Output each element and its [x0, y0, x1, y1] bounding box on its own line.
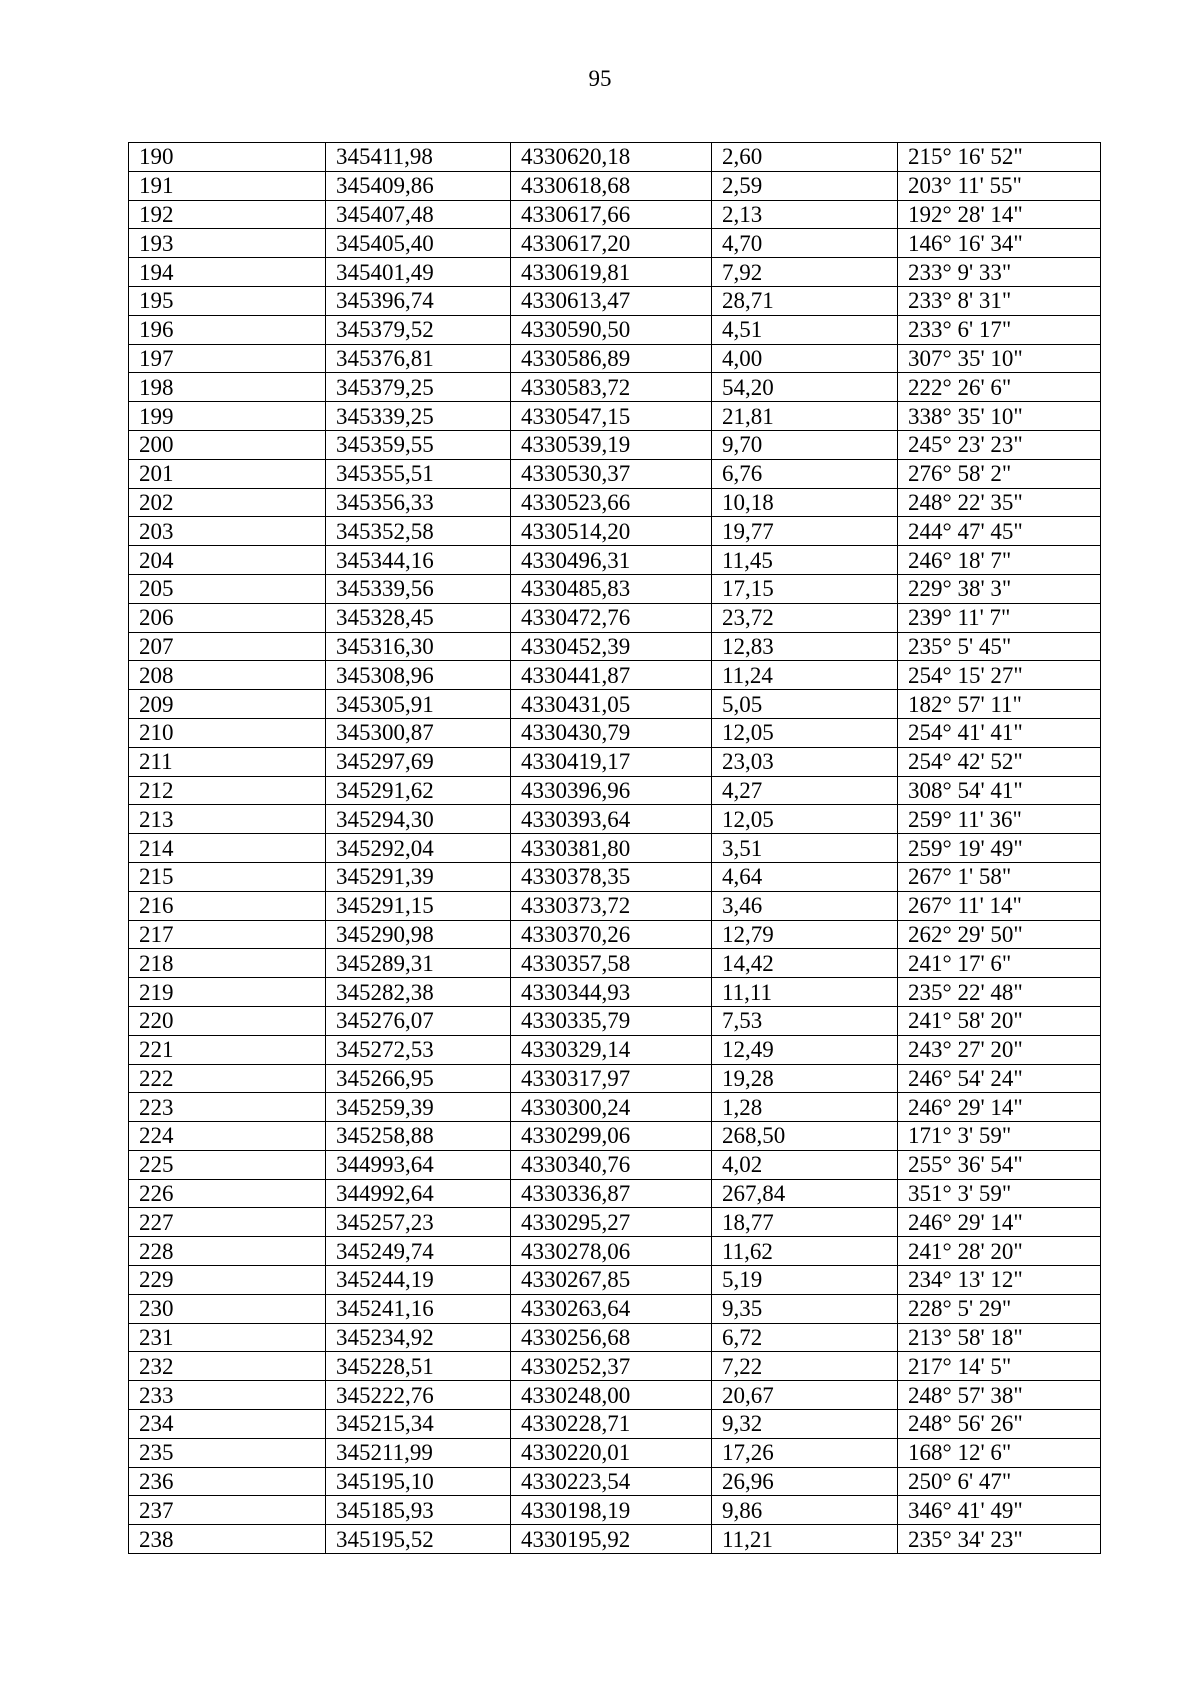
point-number-cell: 191: [129, 171, 326, 200]
distance-cell: 5,05: [712, 690, 898, 719]
y-coordinate-cell: 4330419,17: [511, 747, 712, 776]
bearing-cell: 250° 6' 47": [898, 1467, 1101, 1496]
y-coordinate-cell: 4330198,19: [511, 1496, 712, 1525]
point-number-cell: 206: [129, 603, 326, 632]
x-coordinate-cell: 345244,19: [326, 1266, 511, 1295]
distance-cell: 7,22: [712, 1352, 898, 1381]
point-number-cell: 196: [129, 315, 326, 344]
x-coordinate-cell: 345215,34: [326, 1410, 511, 1439]
point-number-cell: 211: [129, 747, 326, 776]
point-number-cell: 213: [129, 805, 326, 834]
x-coordinate-cell: 345257,23: [326, 1208, 511, 1237]
distance-cell: 12,79: [712, 920, 898, 949]
bearing-cell: 246° 18' 7": [898, 546, 1101, 575]
y-coordinate-cell: 4330340,76: [511, 1150, 712, 1179]
y-coordinate-cell: 4330590,50: [511, 315, 712, 344]
bearing-cell: 308° 54' 41": [898, 776, 1101, 805]
x-coordinate-cell: 345241,16: [326, 1294, 511, 1323]
coordinates-table-body: [129, 143, 1101, 1554]
x-coordinate-cell: 345289,31: [326, 949, 511, 978]
distance-cell: 9,35: [712, 1294, 898, 1323]
distance-cell: 9,32: [712, 1410, 898, 1439]
distance-cell: 14,42: [712, 949, 898, 978]
point-number-cell: 237: [129, 1496, 326, 1525]
bearing-cell: 171° 3' 59": [898, 1122, 1101, 1151]
x-coordinate-cell: 345405,40: [326, 229, 511, 258]
table-row: [129, 286, 1101, 315]
distance-cell: 3,46: [712, 891, 898, 920]
x-coordinate-cell: 345316,30: [326, 632, 511, 661]
y-coordinate-cell: 4330263,64: [511, 1294, 712, 1323]
distance-cell: 4,02: [712, 1150, 898, 1179]
y-coordinate-cell: 4330620,18: [511, 143, 712, 172]
table-row: [129, 1323, 1101, 1352]
bearing-cell: 239° 11' 7": [898, 603, 1101, 632]
x-coordinate-cell: 345291,39: [326, 862, 511, 891]
distance-cell: 28,71: [712, 286, 898, 315]
point-number-cell: 207: [129, 632, 326, 661]
table-row: [129, 949, 1101, 978]
bearing-cell: 203° 11' 55": [898, 171, 1101, 200]
table-row: [129, 430, 1101, 459]
bearing-cell: 259° 19' 49": [898, 834, 1101, 863]
point-number-cell: 217: [129, 920, 326, 949]
point-number-cell: 203: [129, 517, 326, 546]
point-number-cell: 220: [129, 1006, 326, 1035]
table-row: [129, 1410, 1101, 1439]
distance-cell: 2,60: [712, 143, 898, 172]
table-row: [129, 661, 1101, 690]
table-row: [129, 517, 1101, 546]
bearing-cell: 233° 6' 17": [898, 315, 1101, 344]
bearing-cell: 246° 54' 24": [898, 1064, 1101, 1093]
distance-cell: 5,19: [712, 1266, 898, 1295]
point-number-cell: 229: [129, 1266, 326, 1295]
y-coordinate-cell: 4330220,01: [511, 1438, 712, 1467]
x-coordinate-cell: 345401,49: [326, 258, 511, 287]
point-number-cell: 195: [129, 286, 326, 315]
x-coordinate-cell: 345185,93: [326, 1496, 511, 1525]
y-coordinate-cell: 4330613,47: [511, 286, 712, 315]
x-coordinate-cell: 345379,25: [326, 373, 511, 402]
bearing-cell: 235° 5' 45": [898, 632, 1101, 661]
bearing-cell: 244° 47' 45": [898, 517, 1101, 546]
table-row: [129, 143, 1101, 172]
point-number-cell: 228: [129, 1237, 326, 1266]
x-coordinate-cell: 345297,69: [326, 747, 511, 776]
bearing-cell: 235° 22' 48": [898, 978, 1101, 1007]
bearing-cell: 217° 14' 5": [898, 1352, 1101, 1381]
y-coordinate-cell: 4330431,05: [511, 690, 712, 719]
bearing-cell: 248° 56' 26": [898, 1410, 1101, 1439]
distance-cell: 17,26: [712, 1438, 898, 1467]
table-row: [129, 1352, 1101, 1381]
point-number-cell: 194: [129, 258, 326, 287]
table-row: [129, 891, 1101, 920]
y-coordinate-cell: 4330496,31: [511, 546, 712, 575]
table-row: [129, 171, 1101, 200]
x-coordinate-cell: 345266,95: [326, 1064, 511, 1093]
x-coordinate-cell: 345352,58: [326, 517, 511, 546]
table-row: [129, 1381, 1101, 1410]
y-coordinate-cell: 4330317,97: [511, 1064, 712, 1093]
table-row: [129, 1237, 1101, 1266]
x-coordinate-cell: 345290,98: [326, 920, 511, 949]
y-coordinate-cell: 4330295,27: [511, 1208, 712, 1237]
x-coordinate-cell: 345211,99: [326, 1438, 511, 1467]
table-row: [129, 315, 1101, 344]
bearing-cell: 241° 58' 20": [898, 1006, 1101, 1035]
y-coordinate-cell: 4330381,80: [511, 834, 712, 863]
distance-cell: 12,05: [712, 805, 898, 834]
distance-cell: 11,11: [712, 978, 898, 1007]
distance-cell: 18,77: [712, 1208, 898, 1237]
bearing-cell: 235° 34' 23": [898, 1525, 1101, 1554]
y-coordinate-cell: 4330300,24: [511, 1093, 712, 1122]
x-coordinate-cell: 344992,64: [326, 1179, 511, 1208]
table-row: [129, 200, 1101, 229]
y-coordinate-cell: 4330619,81: [511, 258, 712, 287]
bearing-cell: 259° 11' 36": [898, 805, 1101, 834]
point-number-cell: 201: [129, 459, 326, 488]
table-row: [129, 1438, 1101, 1467]
y-coordinate-cell: 4330329,14: [511, 1035, 712, 1064]
table-row: [129, 229, 1101, 258]
distance-cell: 9,70: [712, 430, 898, 459]
table-row: [129, 1208, 1101, 1237]
point-number-cell: 209: [129, 690, 326, 719]
bearing-cell: 346° 41' 49": [898, 1496, 1101, 1525]
point-number-cell: 218: [129, 949, 326, 978]
bearing-cell: 213° 58' 18": [898, 1323, 1101, 1352]
x-coordinate-cell: 345234,92: [326, 1323, 511, 1352]
distance-cell: 9,86: [712, 1496, 898, 1525]
point-number-cell: 232: [129, 1352, 326, 1381]
point-number-cell: 202: [129, 488, 326, 517]
table-row: [129, 459, 1101, 488]
bearing-cell: 233° 9' 33": [898, 258, 1101, 287]
y-coordinate-cell: 4330378,35: [511, 862, 712, 891]
point-number-cell: 204: [129, 546, 326, 575]
bearing-cell: 241° 28' 20": [898, 1237, 1101, 1266]
y-coordinate-cell: 4330357,58: [511, 949, 712, 978]
point-number-cell: 216: [129, 891, 326, 920]
x-coordinate-cell: 345407,48: [326, 200, 511, 229]
x-coordinate-cell: 345305,91: [326, 690, 511, 719]
bearing-cell: 338° 35' 10": [898, 402, 1101, 431]
y-coordinate-cell: 4330336,87: [511, 1179, 712, 1208]
table-row: [129, 776, 1101, 805]
bearing-cell: 241° 17' 6": [898, 949, 1101, 978]
y-coordinate-cell: 4330485,83: [511, 574, 712, 603]
distance-cell: 6,72: [712, 1323, 898, 1352]
distance-cell: 4,51: [712, 315, 898, 344]
bearing-cell: 248° 57' 38": [898, 1381, 1101, 1410]
point-number-cell: 234: [129, 1410, 326, 1439]
y-coordinate-cell: 4330335,79: [511, 1006, 712, 1035]
coordinates-table: [128, 142, 1101, 1554]
distance-cell: 6,76: [712, 459, 898, 488]
x-coordinate-cell: 345339,56: [326, 574, 511, 603]
y-coordinate-cell: 4330618,68: [511, 171, 712, 200]
y-coordinate-cell: 4330373,72: [511, 891, 712, 920]
bearing-cell: 246° 29' 14": [898, 1208, 1101, 1237]
distance-cell: 3,51: [712, 834, 898, 863]
point-number-cell: 193: [129, 229, 326, 258]
x-coordinate-cell: 345195,10: [326, 1467, 511, 1496]
x-coordinate-cell: 345258,88: [326, 1122, 511, 1151]
y-coordinate-cell: 4330539,19: [511, 430, 712, 459]
distance-cell: 268,50: [712, 1122, 898, 1151]
bearing-cell: 233° 8' 31": [898, 286, 1101, 315]
table-row: [129, 690, 1101, 719]
table-row: [129, 1179, 1101, 1208]
x-coordinate-cell: 345272,53: [326, 1035, 511, 1064]
point-number-cell: 222: [129, 1064, 326, 1093]
x-coordinate-cell: 345291,62: [326, 776, 511, 805]
x-coordinate-cell: 345379,52: [326, 315, 511, 344]
y-coordinate-cell: 4330530,37: [511, 459, 712, 488]
distance-cell: 21,81: [712, 402, 898, 431]
y-coordinate-cell: 4330228,71: [511, 1410, 712, 1439]
point-number-cell: 199: [129, 402, 326, 431]
distance-cell: 11,21: [712, 1525, 898, 1554]
point-number-cell: 226: [129, 1179, 326, 1208]
y-coordinate-cell: 4330370,26: [511, 920, 712, 949]
point-number-cell: 205: [129, 574, 326, 603]
bearing-cell: 222° 26' 6": [898, 373, 1101, 402]
table-row: [129, 1496, 1101, 1525]
bearing-cell: 307° 35' 10": [898, 344, 1101, 373]
distance-cell: 23,72: [712, 603, 898, 632]
bearing-cell: 246° 29' 14": [898, 1093, 1101, 1122]
bearing-cell: 192° 28' 14": [898, 200, 1101, 229]
point-number-cell: 225: [129, 1150, 326, 1179]
y-coordinate-cell: 4330452,39: [511, 632, 712, 661]
bearing-cell: 243° 27' 20": [898, 1035, 1101, 1064]
x-coordinate-cell: 345276,07: [326, 1006, 511, 1035]
y-coordinate-cell: 4330617,20: [511, 229, 712, 258]
table-row: [129, 603, 1101, 632]
table-row: [129, 632, 1101, 661]
x-coordinate-cell: 345409,86: [326, 171, 511, 200]
table-row: [129, 344, 1101, 373]
y-coordinate-cell: 4330617,66: [511, 200, 712, 229]
point-number-cell: 197: [129, 344, 326, 373]
distance-cell: 11,62: [712, 1237, 898, 1266]
y-coordinate-cell: 4330523,66: [511, 488, 712, 517]
table-row: [129, 1467, 1101, 1496]
y-coordinate-cell: 4330430,79: [511, 718, 712, 747]
y-coordinate-cell: 4330396,96: [511, 776, 712, 805]
y-coordinate-cell: 4330547,15: [511, 402, 712, 431]
y-coordinate-cell: 4330256,68: [511, 1323, 712, 1352]
y-coordinate-cell: 4330472,76: [511, 603, 712, 632]
distance-cell: 54,20: [712, 373, 898, 402]
x-coordinate-cell: 345376,81: [326, 344, 511, 373]
table-row: [129, 978, 1101, 1007]
table-row: [129, 373, 1101, 402]
bearing-cell: 254° 15' 27": [898, 661, 1101, 690]
distance-cell: 267,84: [712, 1179, 898, 1208]
table-row: [129, 862, 1101, 891]
bearing-cell: 254° 41' 41": [898, 718, 1101, 747]
point-number-cell: 236: [129, 1467, 326, 1496]
page-number: 95: [588, 66, 612, 91]
distance-cell: 11,24: [712, 661, 898, 690]
table-row: [129, 805, 1101, 834]
distance-cell: 2,13: [712, 200, 898, 229]
x-coordinate-cell: 345292,04: [326, 834, 511, 863]
x-coordinate-cell: 345195,52: [326, 1525, 511, 1554]
y-coordinate-cell: 4330223,54: [511, 1467, 712, 1496]
x-coordinate-cell: 345356,33: [326, 488, 511, 517]
point-number-cell: 190: [129, 143, 326, 172]
distance-cell: 4,70: [712, 229, 898, 258]
y-coordinate-cell: 4330583,72: [511, 373, 712, 402]
table-row: [129, 1525, 1101, 1554]
point-number-cell: 233: [129, 1381, 326, 1410]
distance-cell: 12,83: [712, 632, 898, 661]
bearing-cell: 255° 36' 54": [898, 1150, 1101, 1179]
table-row: [129, 747, 1101, 776]
table-row: [129, 1064, 1101, 1093]
bearing-cell: 229° 38' 3": [898, 574, 1101, 603]
distance-cell: 20,67: [712, 1381, 898, 1410]
x-coordinate-cell: 345294,30: [326, 805, 511, 834]
table-row: [129, 1093, 1101, 1122]
table-row: [129, 920, 1101, 949]
y-coordinate-cell: 4330586,89: [511, 344, 712, 373]
distance-cell: 2,59: [712, 171, 898, 200]
table-row: [129, 1150, 1101, 1179]
distance-cell: 12,05: [712, 718, 898, 747]
point-number-cell: 212: [129, 776, 326, 805]
x-coordinate-cell: 345259,39: [326, 1093, 511, 1122]
point-number-cell: 215: [129, 862, 326, 891]
distance-cell: 19,28: [712, 1064, 898, 1093]
point-number-cell: 210: [129, 718, 326, 747]
table-row: [129, 834, 1101, 863]
point-number-cell: 198: [129, 373, 326, 402]
point-number-cell: 192: [129, 200, 326, 229]
table-row: [129, 718, 1101, 747]
x-coordinate-cell: 345344,16: [326, 546, 511, 575]
x-coordinate-cell: 345228,51: [326, 1352, 511, 1381]
table-row: [129, 258, 1101, 287]
y-coordinate-cell: 4330344,93: [511, 978, 712, 1007]
bearing-cell: 234° 13' 12": [898, 1266, 1101, 1295]
distance-cell: 12,49: [712, 1035, 898, 1064]
point-number-cell: 235: [129, 1438, 326, 1467]
point-number-cell: 200: [129, 430, 326, 459]
x-coordinate-cell: 345396,74: [326, 286, 511, 315]
point-number-cell: 208: [129, 661, 326, 690]
y-coordinate-cell: 4330299,06: [511, 1122, 712, 1151]
table-row: [129, 1122, 1101, 1151]
table-row: [129, 1035, 1101, 1064]
y-coordinate-cell: 4330267,85: [511, 1266, 712, 1295]
table-row: [129, 574, 1101, 603]
x-coordinate-cell: 345328,45: [326, 603, 511, 632]
x-coordinate-cell: 345222,76: [326, 1381, 511, 1410]
distance-cell: 4,64: [712, 862, 898, 891]
distance-cell: 4,00: [712, 344, 898, 373]
table-row: [129, 546, 1101, 575]
y-coordinate-cell: 4330248,00: [511, 1381, 712, 1410]
x-coordinate-cell: 345249,74: [326, 1237, 511, 1266]
point-number-cell: 230: [129, 1294, 326, 1323]
distance-cell: 19,77: [712, 517, 898, 546]
bearing-cell: 168° 12' 6": [898, 1438, 1101, 1467]
bearing-cell: 351° 3' 59": [898, 1179, 1101, 1208]
bearing-cell: 245° 23' 23": [898, 430, 1101, 459]
bearing-cell: 228° 5' 29": [898, 1294, 1101, 1323]
y-coordinate-cell: 4330393,64: [511, 805, 712, 834]
distance-cell: 17,15: [712, 574, 898, 603]
y-coordinate-cell: 4330514,20: [511, 517, 712, 546]
table-row: [129, 488, 1101, 517]
table-row: [129, 1006, 1101, 1035]
bearing-cell: 146° 16' 34": [898, 229, 1101, 258]
point-number-cell: 231: [129, 1323, 326, 1352]
y-coordinate-cell: 4330441,87: [511, 661, 712, 690]
distance-cell: 4,27: [712, 776, 898, 805]
point-number-cell: 219: [129, 978, 326, 1007]
x-coordinate-cell: 345359,55: [326, 430, 511, 459]
point-number-cell: 214: [129, 834, 326, 863]
table-row: [129, 402, 1101, 431]
distance-cell: 7,92: [712, 258, 898, 287]
bearing-cell: 254° 42' 52": [898, 747, 1101, 776]
bearing-cell: 276° 58' 2": [898, 459, 1101, 488]
distance-cell: 26,96: [712, 1467, 898, 1496]
point-number-cell: 223: [129, 1093, 326, 1122]
point-number-cell: 227: [129, 1208, 326, 1237]
point-number-cell: 224: [129, 1122, 326, 1151]
x-coordinate-cell: 345308,96: [326, 661, 511, 690]
distance-cell: 7,53: [712, 1006, 898, 1035]
distance-cell: 1,28: [712, 1093, 898, 1122]
bearing-cell: 267° 11' 14": [898, 891, 1101, 920]
point-number-cell: 221: [129, 1035, 326, 1064]
x-coordinate-cell: 345291,15: [326, 891, 511, 920]
y-coordinate-cell: 4330195,92: [511, 1525, 712, 1554]
table-row: [129, 1266, 1101, 1295]
point-number-cell: 238: [129, 1525, 326, 1554]
bearing-cell: 215° 16' 52": [898, 143, 1101, 172]
distance-cell: 11,45: [712, 546, 898, 575]
bearing-cell: 267° 1' 58": [898, 862, 1101, 891]
distance-cell: 10,18: [712, 488, 898, 517]
x-coordinate-cell: 344993,64: [326, 1150, 511, 1179]
bearing-cell: 262° 29' 50": [898, 920, 1101, 949]
y-coordinate-cell: 4330278,06: [511, 1237, 712, 1266]
y-coordinate-cell: 4330252,37: [511, 1352, 712, 1381]
x-coordinate-cell: 345355,51: [326, 459, 511, 488]
table-row: [129, 1294, 1101, 1323]
distance-cell: 23,03: [712, 747, 898, 776]
x-coordinate-cell: 345282,38: [326, 978, 511, 1007]
x-coordinate-cell: 345300,87: [326, 718, 511, 747]
bearing-cell: 248° 22' 35": [898, 488, 1101, 517]
x-coordinate-cell: 345339,25: [326, 402, 511, 431]
bearing-cell: 182° 57' 11": [898, 690, 1101, 719]
x-coordinate-cell: 345411,98: [326, 143, 511, 172]
